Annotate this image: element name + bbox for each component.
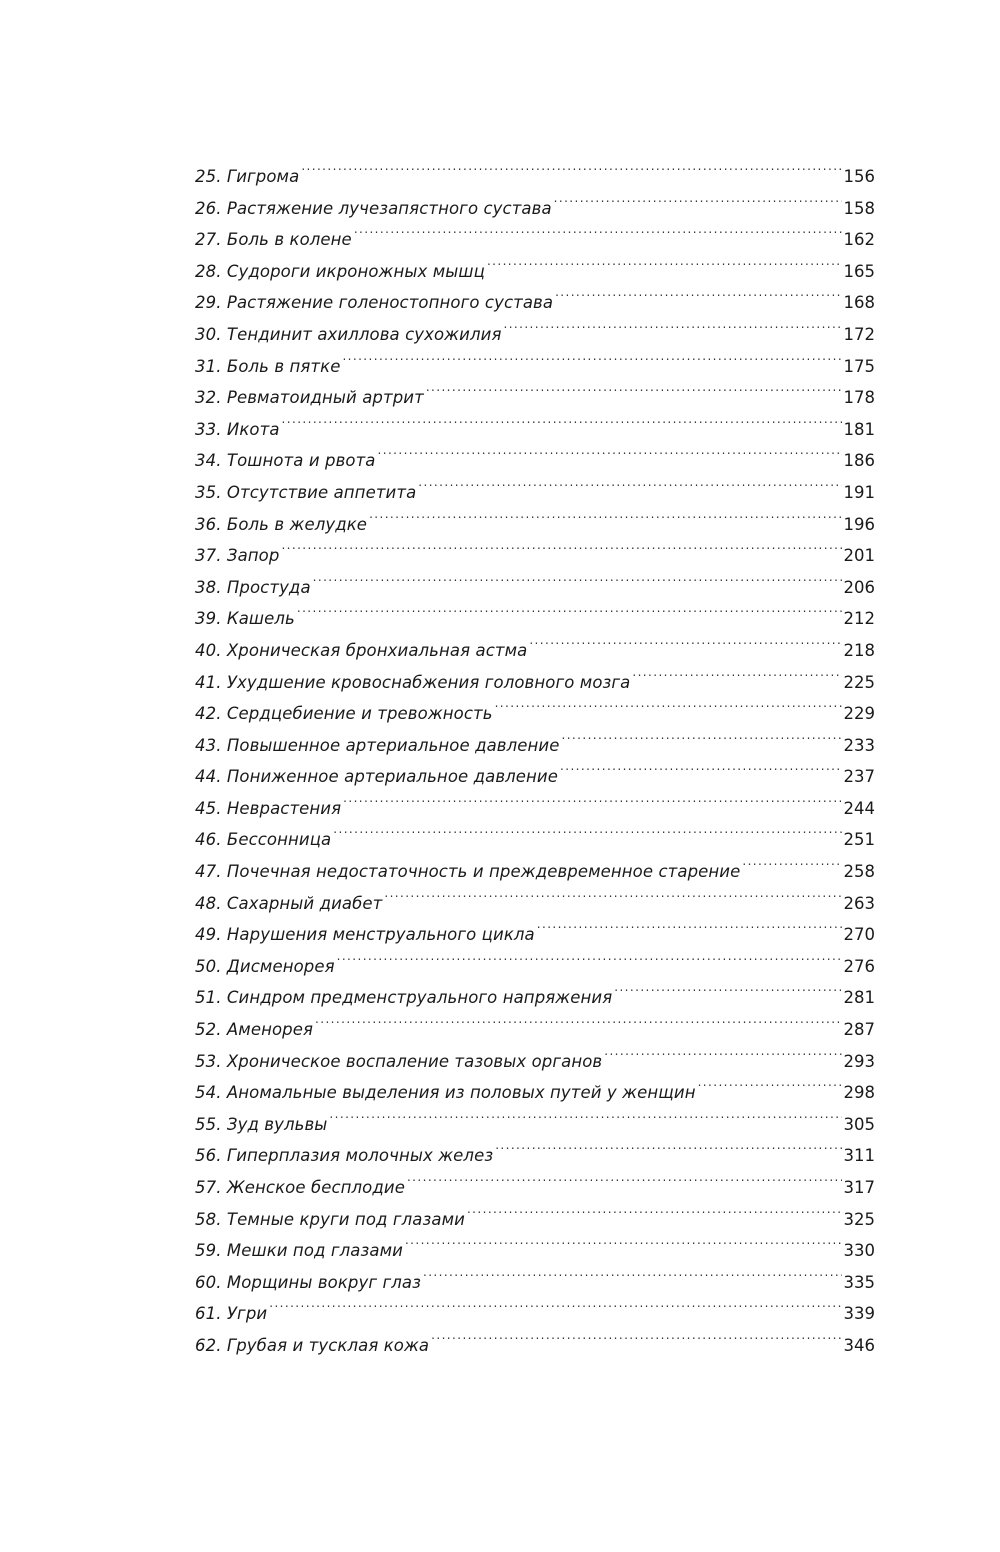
toc-entry-title bbox=[195, 260, 487, 284]
toc-entry-text: Гиперплазия молочных желез bbox=[226, 1146, 494, 1166]
toc-entry-number: 38. bbox=[195, 577, 222, 597]
toc-entry[interactable] bbox=[195, 1169, 875, 1201]
toc-entry-page-number: 165 bbox=[843, 261, 875, 281]
dot-leader bbox=[495, 695, 842, 719]
toc-entry-text: Повышенное артериальное давление bbox=[226, 735, 560, 755]
dot-leader bbox=[632, 664, 841, 688]
toc-entry[interactable] bbox=[195, 948, 875, 980]
toc-entry-page-number: 335 bbox=[843, 1272, 875, 1292]
toc-entry[interactable] bbox=[195, 1074, 875, 1106]
toc-entry-title bbox=[195, 1271, 423, 1295]
dot-leader bbox=[384, 885, 841, 909]
toc-entry-number: 30. bbox=[195, 324, 222, 344]
toc-entry-number: 53. bbox=[195, 1051, 222, 1071]
toc-entry-number: 58. bbox=[195, 1209, 222, 1229]
toc-entry-number: 46. bbox=[195, 830, 222, 850]
toc-entry-text: Отсутствие аппетита bbox=[226, 482, 417, 502]
toc-entry-title bbox=[195, 197, 554, 221]
toc-entry-number: 32. bbox=[195, 388, 222, 408]
toc-entry-title bbox=[195, 734, 562, 758]
toc-entry[interactable] bbox=[195, 632, 875, 664]
toc-entry[interactable] bbox=[195, 1201, 875, 1233]
toc-entry-page-number: 305 bbox=[843, 1114, 875, 1134]
toc-entry[interactable] bbox=[195, 1011, 875, 1043]
toc-entry-text: Боль в желудке bbox=[226, 514, 368, 534]
toc-entry[interactable] bbox=[195, 190, 875, 222]
toc-entry-page-number: 281 bbox=[843, 988, 875, 1008]
toc-entry-number: 51. bbox=[195, 988, 222, 1008]
toc-entry-text: Темные круги под глазами bbox=[226, 1209, 465, 1229]
dot-leader bbox=[329, 1106, 841, 1130]
toc-entry-text: Простуда bbox=[226, 577, 311, 597]
toc-entry-number: 49. bbox=[195, 925, 222, 945]
toc-entry-page-number: 237 bbox=[843, 767, 875, 787]
toc-entry[interactable] bbox=[195, 158, 875, 190]
toc-entry-page-number: 225 bbox=[843, 672, 875, 692]
toc-entry-title bbox=[195, 702, 495, 726]
toc-entry-page-number: 244 bbox=[843, 798, 875, 818]
toc-entry-title bbox=[195, 1334, 431, 1358]
dot-leader bbox=[698, 1074, 842, 1098]
toc-entry-page-number: 212 bbox=[843, 609, 875, 629]
dot-leader bbox=[529, 632, 841, 656]
toc-entry-title bbox=[195, 765, 560, 789]
toc-entry-text: Дисменорея bbox=[226, 956, 335, 976]
toc-entry-title bbox=[195, 1302, 269, 1326]
toc-entry-text: Кашель bbox=[226, 609, 295, 629]
toc-entry-number: 41. bbox=[195, 672, 222, 692]
toc-entry-number: 31. bbox=[195, 356, 222, 376]
toc-entry-title bbox=[195, 386, 426, 410]
toc-entry-page-number: 276 bbox=[843, 956, 875, 976]
toc-entry[interactable] bbox=[195, 758, 875, 790]
toc-entry-page-number: 158 bbox=[843, 198, 875, 218]
toc-entry-title bbox=[195, 1208, 467, 1232]
toc-entry[interactable] bbox=[195, 885, 875, 917]
toc-entry[interactable] bbox=[195, 348, 875, 380]
table-of-contents bbox=[195, 158, 875, 1359]
toc-entry-number: 59. bbox=[195, 1241, 222, 1261]
toc-entry-page-number: 346 bbox=[843, 1335, 875, 1355]
dot-leader bbox=[337, 948, 842, 972]
toc-entry-title bbox=[195, 1144, 495, 1168]
toc-entry-number: 47. bbox=[195, 862, 222, 882]
toc-entry-text: Хроническое воспаление тазовых органов bbox=[226, 1051, 603, 1071]
toc-entry-title bbox=[195, 323, 503, 347]
toc-entry[interactable] bbox=[195, 1327, 875, 1359]
toc-entry[interactable] bbox=[195, 821, 875, 853]
toc-entry-page-number: 258 bbox=[843, 862, 875, 882]
toc-entry[interactable] bbox=[195, 569, 875, 601]
toc-entry-title bbox=[195, 355, 342, 379]
toc-entry-text: Синдром предменструального напряжения bbox=[226, 988, 613, 1008]
toc-entry-text: Тошнота и рвота bbox=[226, 451, 376, 471]
toc-entry-page-number: 325 bbox=[843, 1209, 875, 1229]
toc-entry-title bbox=[195, 828, 333, 852]
toc-entry-page-number: 251 bbox=[843, 830, 875, 850]
dot-leader bbox=[537, 916, 842, 940]
dot-leader bbox=[560, 758, 841, 782]
toc-entry-number: 40. bbox=[195, 640, 222, 660]
dot-leader bbox=[418, 474, 841, 498]
toc-entry-title bbox=[195, 165, 301, 189]
toc-entry-number: 42. bbox=[195, 704, 222, 724]
toc-entry-page-number: 196 bbox=[843, 514, 875, 534]
toc-entry-title bbox=[195, 1239, 405, 1263]
toc-entry[interactable] bbox=[195, 474, 875, 506]
toc-entry-text: Запор bbox=[226, 546, 280, 566]
dot-leader bbox=[281, 537, 841, 561]
toc-entry-text: Растяжение голеностопного сустава bbox=[226, 293, 554, 313]
toc-entry-text: Растяжение лучезапястного сустава bbox=[226, 198, 552, 218]
toc-entry[interactable] bbox=[195, 221, 875, 253]
toc-entry-text: Неврастения bbox=[226, 798, 342, 818]
toc-entry-page-number: 181 bbox=[843, 419, 875, 439]
toc-entry-number: 48. bbox=[195, 893, 222, 913]
toc-entry-text: Угри bbox=[226, 1304, 268, 1324]
dot-leader bbox=[405, 1232, 842, 1256]
toc-entry-number: 37. bbox=[195, 546, 222, 566]
toc-entry[interactable] bbox=[195, 727, 875, 759]
toc-entry-page-number: 298 bbox=[843, 1083, 875, 1103]
dot-leader bbox=[282, 411, 842, 435]
dot-leader bbox=[423, 1264, 842, 1288]
toc-entry-number: 60. bbox=[195, 1272, 222, 1292]
toc-entry[interactable] bbox=[195, 1137, 875, 1169]
toc-entry-page-number: 218 bbox=[843, 640, 875, 660]
dot-leader bbox=[467, 1201, 842, 1225]
toc-entry[interactable] bbox=[195, 1232, 875, 1264]
toc-entry-number: 50. bbox=[195, 956, 222, 976]
toc-entry-text: Морщины вокруг глаз bbox=[226, 1272, 421, 1292]
toc-entry-text: Тендинит ахиллова сухожилия bbox=[226, 324, 502, 344]
toc-entry[interactable] bbox=[195, 379, 875, 411]
toc-entry-number: 27. bbox=[195, 230, 222, 250]
toc-entry[interactable] bbox=[195, 253, 875, 285]
toc-entry-title bbox=[195, 418, 282, 442]
toc-entry-page-number: 233 bbox=[843, 735, 875, 755]
toc-entry-number: 55. bbox=[195, 1114, 222, 1134]
toc-entry-title bbox=[195, 481, 418, 505]
toc-entry-page-number: 270 bbox=[843, 925, 875, 945]
dot-leader bbox=[333, 821, 841, 845]
toc-entry-title bbox=[195, 955, 337, 979]
toc-entry-page-number: 339 bbox=[843, 1304, 875, 1324]
toc-entry-text: Аномальные выделения из половых путей у женщин bbox=[226, 1083, 696, 1103]
toc-entry-number: 61. bbox=[195, 1304, 222, 1324]
dot-leader bbox=[431, 1327, 841, 1351]
toc-entry-page-number: 186 bbox=[843, 451, 875, 471]
dot-leader bbox=[315, 1011, 841, 1035]
toc-entry[interactable] bbox=[195, 1295, 875, 1327]
dot-leader bbox=[297, 600, 842, 624]
toc-entry-title bbox=[195, 923, 537, 947]
toc-entry[interactable] bbox=[195, 1106, 875, 1138]
toc-entry-title bbox=[195, 291, 555, 315]
toc-entry-page-number: 156 bbox=[843, 167, 875, 186]
toc-entry-page-number: 175 bbox=[843, 356, 875, 376]
dot-leader bbox=[354, 221, 842, 245]
dot-leader bbox=[301, 158, 841, 182]
dot-leader bbox=[487, 253, 842, 277]
toc-entry-text: Пониженное артериальное давление bbox=[226, 767, 559, 787]
toc-entry-title bbox=[195, 1176, 407, 1200]
toc-entry-number: 36. bbox=[195, 514, 222, 534]
toc-entry-number: 29. bbox=[195, 293, 222, 313]
toc-entry-number: 62. bbox=[195, 1335, 222, 1355]
toc-entry-title bbox=[195, 986, 614, 1010]
toc-entry-page-number: 287 bbox=[843, 1020, 875, 1040]
toc-entry-title bbox=[195, 513, 369, 537]
toc-entry[interactable] bbox=[195, 316, 875, 348]
toc-entry-title bbox=[195, 671, 632, 695]
dot-leader bbox=[742, 853, 841, 877]
toc-entry[interactable] bbox=[195, 916, 875, 948]
dot-leader bbox=[554, 190, 842, 214]
toc-entry-title bbox=[195, 860, 742, 884]
toc-entry-title bbox=[195, 228, 354, 252]
toc-entry[interactable] bbox=[195, 442, 875, 474]
toc-entry-title bbox=[195, 576, 313, 600]
toc-entry-page-number: 263 bbox=[843, 893, 875, 913]
toc-entry-text: Женское бесплодие bbox=[226, 1178, 405, 1197]
toc-entry-text: Мешки под глазами bbox=[226, 1241, 403, 1261]
toc-entry-text: Икота bbox=[226, 419, 280, 439]
dot-leader bbox=[342, 348, 841, 372]
toc-entry-page-number: 162 bbox=[843, 230, 875, 250]
toc-entry-title bbox=[195, 1113, 329, 1137]
toc-entry-number: 39. bbox=[195, 609, 222, 629]
toc-entry-number: 44. bbox=[195, 767, 222, 787]
toc-entry-page-number: 168 bbox=[843, 293, 875, 313]
toc-entry-title bbox=[195, 1050, 604, 1074]
toc-entry-text: Почечная недостаточность и преждевременное старение bbox=[226, 862, 741, 882]
toc-entry-page-number: 330 bbox=[843, 1241, 875, 1261]
toc-entry-page-number: 311 bbox=[843, 1146, 875, 1166]
toc-entry-number: 34. bbox=[195, 451, 222, 471]
toc-entry[interactable] bbox=[195, 695, 875, 727]
dot-leader bbox=[407, 1169, 842, 1193]
toc-entry-page-number: 191 bbox=[843, 482, 875, 502]
toc-entry-number: 26. bbox=[195, 198, 222, 218]
toc-entry-title bbox=[195, 1081, 698, 1105]
dot-leader bbox=[614, 979, 841, 1003]
toc-entry-title bbox=[195, 544, 281, 568]
dot-leader bbox=[495, 1137, 841, 1161]
toc-entry[interactable] bbox=[195, 979, 875, 1011]
toc-entry[interactable] bbox=[195, 790, 875, 822]
toc-entry[interactable] bbox=[195, 1043, 875, 1075]
toc-entry-title bbox=[195, 449, 378, 473]
toc-entry[interactable] bbox=[195, 664, 875, 696]
dot-leader bbox=[313, 569, 842, 593]
toc-entry-text: Бессонница bbox=[226, 830, 332, 850]
toc-entry-text: Судороги икроножных мышц bbox=[226, 261, 485, 281]
toc-entry-page-number: 172 bbox=[843, 324, 875, 344]
toc-entry[interactable] bbox=[195, 284, 875, 316]
dot-leader bbox=[343, 790, 841, 814]
toc-entry-number: 52. bbox=[195, 1020, 222, 1040]
dot-leader bbox=[604, 1043, 841, 1067]
toc-entry-title bbox=[195, 639, 529, 663]
toc-entry[interactable] bbox=[195, 1264, 875, 1296]
toc-entry-number: 25. bbox=[195, 167, 222, 186]
toc-entry-text: Гигрома bbox=[226, 167, 300, 186]
dot-leader bbox=[562, 727, 842, 751]
toc-entry-text: Грубая и тусклая кожа bbox=[226, 1335, 430, 1355]
toc-entry-number: 43. bbox=[195, 735, 222, 755]
toc-entry-text: Сахарный диабет bbox=[226, 893, 383, 913]
toc-entry-number: 33. bbox=[195, 419, 222, 439]
toc-entry-page-number: 178 bbox=[843, 388, 875, 408]
toc-entry-text: Боль в пятке bbox=[226, 356, 341, 376]
toc-entry-text: Боль в колене bbox=[226, 230, 352, 250]
toc-entry-page-number: 317 bbox=[843, 1178, 875, 1197]
toc-entry-page-number: 206 bbox=[843, 577, 875, 597]
toc-entry-number: 57. bbox=[195, 1178, 222, 1197]
toc-entry-number: 35. bbox=[195, 482, 222, 502]
toc-entry-text: Сердцебиение и тревожность bbox=[226, 704, 493, 724]
toc-entry-number: 28. bbox=[195, 261, 222, 281]
toc-entry-page-number: 229 bbox=[843, 704, 875, 724]
dot-leader bbox=[369, 506, 841, 530]
toc-entry-text: Хроническая бронхиальная астма bbox=[226, 640, 528, 660]
toc-entry-text: Зуд вульвы bbox=[226, 1114, 328, 1134]
toc-entry-text: Ухудшение кровоснабжения головного мозга bbox=[226, 672, 631, 692]
toc-entry-title bbox=[195, 797, 343, 821]
dot-leader bbox=[503, 316, 841, 340]
toc-entry-text: Ревматоидный артрит bbox=[226, 388, 424, 408]
toc-entry-number: 54. bbox=[195, 1083, 222, 1103]
toc-entry-title bbox=[195, 892, 384, 916]
toc-entry[interactable] bbox=[195, 537, 875, 569]
dot-leader bbox=[269, 1295, 841, 1319]
toc-entry-page-number: 293 bbox=[843, 1051, 875, 1071]
toc-entry-title bbox=[195, 607, 297, 631]
toc-entry-page-number: 201 bbox=[843, 546, 875, 566]
dot-leader bbox=[555, 284, 841, 308]
toc-entry[interactable] bbox=[195, 411, 875, 443]
toc-entry[interactable] bbox=[195, 853, 875, 885]
toc-entry-number: 45. bbox=[195, 798, 222, 818]
toc-entry-title bbox=[195, 1018, 315, 1042]
dot-leader bbox=[426, 379, 842, 403]
dot-leader bbox=[378, 442, 842, 466]
toc-entry-text: Нарушения менструального цикла bbox=[226, 925, 535, 945]
toc-entry[interactable] bbox=[195, 506, 875, 538]
toc-entry-text: Аменорея bbox=[226, 1020, 314, 1040]
toc-entry-number: 56. bbox=[195, 1146, 222, 1166]
toc-entry[interactable] bbox=[195, 600, 875, 632]
